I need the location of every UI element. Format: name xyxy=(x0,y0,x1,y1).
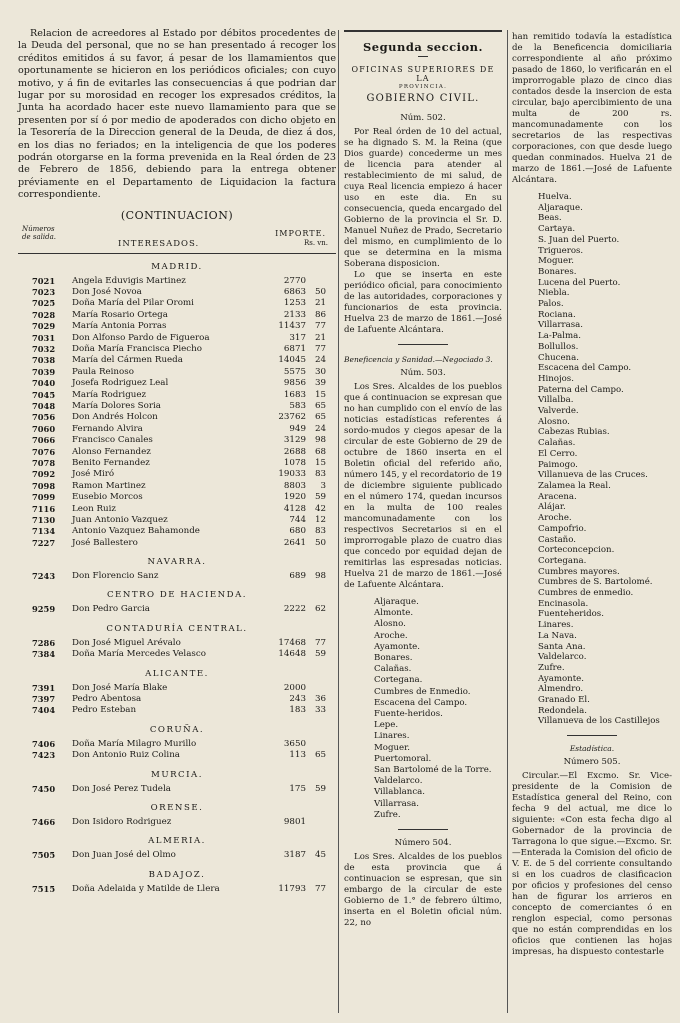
town-item: Cortegana. xyxy=(538,555,587,566)
amount-reales: 1253 xyxy=(283,298,306,309)
amount-cents: 65 xyxy=(314,400,326,411)
creditor-name: Don José Novoa xyxy=(72,287,142,298)
table-row xyxy=(18,638,336,649)
town-item: Escacena del Campo. xyxy=(374,697,468,708)
town-item: Moguer. xyxy=(538,256,574,267)
town-item: Alájar. xyxy=(538,502,566,513)
town-item: Calañas. xyxy=(538,438,576,449)
divider xyxy=(398,829,448,830)
town-item: Corteconcepcion. xyxy=(538,545,615,556)
town-item: Redondela. xyxy=(538,705,587,716)
exit-number: 7384 xyxy=(32,649,56,660)
amount-cents: 77 xyxy=(314,637,326,648)
province-heading: ALMERIA. xyxy=(148,836,206,847)
creditor-name: Doña Adelaida y Matilde de Llera xyxy=(72,883,220,894)
table-row xyxy=(18,538,336,549)
creditor-name: Angela Eduvigis Martinez xyxy=(72,275,186,286)
exit-number: 7032 xyxy=(32,344,56,355)
province-heading: NAVARRA. xyxy=(147,557,207,568)
creditor-name: José Ballestero xyxy=(72,537,138,548)
notice-502: Por Real órden de 10 del actual, se ha dignado S. M. la Reina (que Dios guarde) concederme un mes de licencia para atender al restablecimiento de mi salud, de cuya Real licencia empiezo á hacer uso en este dia. En su consecuencia, queda encargado del Gobierno de la provincia el Sr. D. Manuel Nuñez de Prado, Secretario del mismo, en cumplimiento de lo que se determina en la misma Soberana disposicion. xyxy=(344,127,502,269)
amount-reales: 19033 xyxy=(278,469,306,480)
table-row xyxy=(18,784,336,795)
exit-number: 7028 xyxy=(32,309,56,320)
creditor-name: María del Cármen Rueda xyxy=(72,355,183,366)
amount-cents: 77 xyxy=(314,321,326,332)
town-item: Ayamonte. xyxy=(538,673,584,684)
creditor-name: Alonso Fernandez xyxy=(72,446,151,457)
amount-reales: 6871 xyxy=(283,344,306,355)
town-item: Ayamonte. xyxy=(374,641,420,652)
number-504: Número 504. xyxy=(394,838,452,849)
divider xyxy=(398,344,448,345)
creditor-name: Paula Reinoso xyxy=(72,366,134,377)
province-heading: CORUÑA. xyxy=(149,724,205,735)
intro-paragraph: Relacion de acreedores al Estado por débitos procedentes de la Deuda del personal, que no se han presentado á recoger los créditos emitidos á su favor, á pesar de los llamamientos que oportunamente se hicieron en los periódicos oficiales; con cuyo motivo, y á fin de evitarles las consecuencias á que podrian dar lugar por su morosidad en recoger los expresados créditos, la Junta ha acordado hacer este nuevo llamamiento para que se presenten por sí ó por medio de apoderados con dicho objeto en la Tesorería de la Direccion general de la Deuda, de diez á dos, en los dias no feriados; en la inteligencia de que los poderes podrán otorgarse en la forma prevenida en la Real órden de 23 de Febrero de 1856, debiendo para la entrega obtener préviamente en el Departamento de Liquidacion la factura correspondiente. xyxy=(18,28,336,201)
table-row xyxy=(18,276,336,287)
exit-number: 7423 xyxy=(32,750,56,761)
town-item: Huelva. xyxy=(538,192,572,202)
divider xyxy=(567,735,617,736)
town-item: Zufre. xyxy=(538,662,565,673)
town-item: Lucena del Puerto. xyxy=(538,277,621,288)
amount-reales: 8803 xyxy=(283,480,306,491)
creditor-name: Leon Ruiz xyxy=(72,503,116,514)
creditor-name: María Rosario Ortega xyxy=(72,309,168,320)
town-item: Hinojos. xyxy=(538,373,574,384)
town-item: Rociana. xyxy=(538,309,576,320)
exit-number: 7134 xyxy=(32,526,56,537)
table-row xyxy=(18,287,336,298)
amount-reales: 2222 xyxy=(283,604,306,615)
town-item: Alosno. xyxy=(374,619,406,630)
amount-cents: 77 xyxy=(314,344,326,355)
town-item: Fuente-heridos. xyxy=(374,709,443,720)
town-item: Chucena. xyxy=(538,352,579,363)
exit-number: 7023 xyxy=(32,287,56,298)
creditor-name: Pedro Abentosa xyxy=(72,694,142,705)
amount-reales: 583 xyxy=(289,400,306,411)
amount-reales: 14045 xyxy=(278,355,306,366)
continued-column xyxy=(512,32,672,958)
table-header xyxy=(18,225,336,251)
exit-number: 7243 xyxy=(32,571,56,582)
amount-cents: 65 xyxy=(314,412,326,423)
town-item: Puertomoral. xyxy=(374,753,432,764)
table-row xyxy=(18,705,336,716)
creditor-name: Don José Miguel Arévalo xyxy=(72,637,181,648)
exit-number: 7466 xyxy=(32,816,56,827)
table-row xyxy=(18,504,336,515)
exit-number: 7048 xyxy=(32,400,56,411)
amount-cents: 50 xyxy=(314,287,326,298)
amount-cents: 98 xyxy=(314,435,326,446)
town-item: Calañas. xyxy=(374,664,412,675)
creditor-name: María Dolores Soria xyxy=(72,400,161,411)
creditor-name: Francisco Canales xyxy=(72,435,153,446)
amount-cents: 24 xyxy=(314,423,326,434)
creditor-name: Doña María Mercedes Velasco xyxy=(72,649,206,660)
town-item: Villarrasa. xyxy=(538,320,584,331)
exit-number: 7060 xyxy=(32,423,56,434)
town-item: Cabezas Rubias. xyxy=(538,427,610,438)
town-item: Bonares. xyxy=(538,266,577,277)
exit-number: 7099 xyxy=(32,492,56,503)
amount-reales: 949 xyxy=(289,423,306,434)
table-row xyxy=(18,469,336,480)
number-505: Número 505. xyxy=(563,757,621,768)
notice-504-continued: han remitido todavía la estadística de la Beneficencia domiciliaria correspondiente al año próximo pasado de 1860, lo verificarán en el improrrogable plazo de cinco dias contados desde la insercion de esta circular, bajo apercibimiento de una multa de 200 rs. mancomunadamente con los secretarios de las respectivas corporaciones, con que desde luego quedan conminados. Huelva 21 de marzo de 1861.—José de Lafuente Alcántara. xyxy=(512,32,672,185)
amount-reales: 680 xyxy=(289,526,306,537)
creditor-name: Don Alfonso Pardo de Figueroa xyxy=(72,332,210,343)
table-row xyxy=(18,850,336,861)
amount-reales: 4128 xyxy=(283,503,306,514)
table-row xyxy=(18,412,336,423)
short-rule xyxy=(418,56,428,57)
amount-reales: 3187 xyxy=(283,850,306,861)
exit-number: 7227 xyxy=(32,537,56,548)
exit-number: 7056 xyxy=(32,412,56,423)
numbers-label: Números de salida. xyxy=(22,224,56,241)
town-item: Zalamea la Real. xyxy=(538,480,611,491)
exit-number: 7450 xyxy=(32,783,56,794)
town-item: Lepe. xyxy=(374,720,399,731)
table-row xyxy=(18,604,336,615)
creditor-table xyxy=(18,262,336,895)
town-item: Valverde. xyxy=(538,406,579,417)
table-row xyxy=(18,649,336,660)
amount-cents: 68 xyxy=(314,446,326,457)
table-row xyxy=(18,683,336,694)
town-item: Bonares. xyxy=(374,653,413,664)
table-row xyxy=(18,321,336,332)
estadistica-label: Estadística. xyxy=(569,744,615,754)
creditor-name: Don Andrés Holcon xyxy=(72,412,158,423)
amount-reales: 23762 xyxy=(278,412,306,423)
creditor-name: María Antonia Porras xyxy=(72,321,167,332)
gobierno-heading: GOBIERNO CIVIL. xyxy=(366,93,480,104)
town-item: Trigueros. xyxy=(538,245,584,256)
town-list-504 xyxy=(512,192,672,727)
creditor-name: Don Isidoro Rodriguez xyxy=(72,816,172,827)
amount-reales: 2000 xyxy=(283,682,306,693)
amount-cents: 98 xyxy=(314,571,326,582)
exit-number: 7031 xyxy=(32,332,56,343)
amount-cents: 83 xyxy=(314,469,326,480)
table-row xyxy=(18,739,336,750)
town-item: Almonte. xyxy=(374,608,414,619)
creditor-name: Don Florencio Sanz xyxy=(72,571,159,582)
table-row xyxy=(18,884,336,895)
table-row xyxy=(18,378,336,389)
table-row xyxy=(18,694,336,705)
town-item: Aracena. xyxy=(538,491,577,502)
province-heading: ALICANTE. xyxy=(145,668,209,679)
table-row xyxy=(18,515,336,526)
town-item: Aroche. xyxy=(374,630,408,641)
table-row xyxy=(18,571,336,582)
town-item: Aljaraque. xyxy=(538,202,583,213)
provincia-heading: PROVINCIA. xyxy=(398,84,448,90)
creditor-name: Fernando Alvira xyxy=(72,423,143,434)
province-heading: ORENSE. xyxy=(150,802,204,813)
town-item: Campofrio. xyxy=(538,523,587,534)
table-row xyxy=(18,458,336,469)
town-item: Valdelarco. xyxy=(374,776,423,787)
creditor-name: Doña María del Pilar Oromi xyxy=(72,298,194,309)
exit-number: 7021 xyxy=(32,275,56,286)
town-item: Moguer. xyxy=(374,742,410,753)
amount-reales: 2133 xyxy=(283,309,306,320)
notice-504: Los Sres. Alcaldes de los pueblos de esta provincia que á continuacion se espresan, que sin embargo de la circular de este Gobierno de 1.° de febrero último, inserta en el Boletin oficial núm. 22, no xyxy=(344,852,502,929)
creditor-name: Antonio Vazquez Bahamonde xyxy=(72,526,200,537)
exit-number: 7404 xyxy=(32,705,56,716)
province-heading: MADRID. xyxy=(151,261,203,272)
amount-cents: 12 xyxy=(314,514,326,525)
amount-reales: 11793 xyxy=(278,883,306,894)
table-row xyxy=(18,447,336,458)
creditor-name: Eusebio Morcos xyxy=(72,492,143,503)
table-row xyxy=(18,333,336,344)
creditor-name: José Miró xyxy=(72,469,115,480)
amount-cents: 36 xyxy=(314,694,326,705)
amount-reales: 243 xyxy=(289,694,306,705)
header-rule xyxy=(18,253,336,254)
section-heading: Segunda seccion. xyxy=(362,40,484,54)
creditor-name: Benito Fernandez xyxy=(72,457,150,468)
creditor-name: Ramon Martinez xyxy=(72,480,146,491)
town-item: Fuenteheridos. xyxy=(538,609,604,620)
amount-reales: 175 xyxy=(289,783,306,794)
town-item: Granado El. xyxy=(538,695,590,706)
table-row xyxy=(18,310,336,321)
town-item: Villablanca. xyxy=(374,787,426,798)
exit-number: 7066 xyxy=(32,435,56,446)
amount-reales: 3129 xyxy=(283,435,306,446)
town-item: Villalba. xyxy=(538,395,574,406)
town-item: Aroche. xyxy=(538,513,572,524)
exit-number: 7391 xyxy=(32,682,56,693)
town-item: Cartaya. xyxy=(538,224,576,235)
table-row xyxy=(18,298,336,309)
amount-cents: 21 xyxy=(314,298,326,309)
amount-cents: 42 xyxy=(314,503,326,514)
amount-reales: 9856 xyxy=(283,378,306,389)
number-502: Núm. 502. xyxy=(400,113,446,123)
town-item: Valdelarco. xyxy=(538,652,587,663)
creditor-name: Doña María Milagro Murillo xyxy=(72,738,197,749)
town-item: Niebla. xyxy=(538,288,570,299)
creditor-name: María Rodriguez xyxy=(72,389,147,400)
official-column xyxy=(344,28,502,929)
amount-reales: 2688 xyxy=(283,446,306,457)
exit-number: 7406 xyxy=(32,738,56,749)
exit-number: 7029 xyxy=(32,321,56,332)
amount-reales: 9801 xyxy=(283,816,306,827)
amount-reales: 2770 xyxy=(283,275,306,286)
amount-reales: 14648 xyxy=(278,649,306,660)
town-item: Zufre. xyxy=(374,809,401,820)
table-row xyxy=(18,424,336,435)
table-row xyxy=(18,492,336,503)
amount-cents: 33 xyxy=(314,705,326,716)
currency-label: Rs. vn. xyxy=(303,238,328,247)
amount-reales: 6863 xyxy=(283,287,306,298)
amount-cents: 15 xyxy=(314,389,326,400)
table-row xyxy=(18,435,336,446)
town-item: Linares. xyxy=(374,731,410,742)
amount-cents: 77 xyxy=(314,883,326,894)
town-item: Encinasola. xyxy=(538,598,589,609)
creditor-name: Don José María Blake xyxy=(72,682,168,693)
amount-cents: 21 xyxy=(314,332,326,343)
town-item: La Nava. xyxy=(538,630,577,641)
town-item: Paimogo. xyxy=(538,459,578,470)
creditors-column xyxy=(18,28,336,895)
town-item: La-Palma. xyxy=(538,331,582,342)
top-rule xyxy=(344,30,502,32)
exit-number: 7116 xyxy=(32,503,56,514)
oficinas-heading: OFICINAS SUPERIORES DE LA xyxy=(351,65,495,83)
amount-cents: 30 xyxy=(314,366,326,377)
amount-label: IMPORTE. xyxy=(275,228,326,238)
town-item: San Bartolomé de la Torre. xyxy=(374,765,492,776)
amount-reales: 744 xyxy=(289,514,306,525)
table-row xyxy=(18,817,336,828)
town-item: Alosno. xyxy=(538,416,570,427)
table-row xyxy=(18,750,336,761)
town-item: Bollullos. xyxy=(538,341,579,352)
number-503: Núm. 503. xyxy=(400,368,446,378)
town-item: Villarrasa. xyxy=(374,798,420,809)
exit-number: 7039 xyxy=(32,366,56,377)
town-item: Santa Ana. xyxy=(538,641,586,652)
amount-cents: 50 xyxy=(314,537,326,548)
amount-cents: 62 xyxy=(314,604,326,615)
amount-cents: 65 xyxy=(314,750,326,761)
town-item: Aljaraque. xyxy=(374,597,419,607)
town-item: Escacena del Campo. xyxy=(538,363,632,374)
town-item: Villanueva de las Cruces. xyxy=(538,470,648,481)
creditor-name: Josefa Rodriguez Leal xyxy=(72,378,169,389)
town-list-503 xyxy=(344,597,502,821)
amount-reales: 317 xyxy=(289,332,306,343)
amount-cents: 86 xyxy=(314,309,326,320)
province-heading: CONTADURÍA CENTRAL. xyxy=(106,623,248,634)
creditor-name: Don Pedro Garcia xyxy=(72,604,150,615)
province-heading: BADAJOZ. xyxy=(148,869,206,880)
amount-reales: 1920 xyxy=(283,492,306,503)
interested-label: INTERESADOS. xyxy=(118,238,200,249)
creditor-name: Don Antonio Ruiz Colina xyxy=(72,750,180,761)
town-item: Cumbres mayores. xyxy=(538,566,620,577)
circular-505: Circular.—El Excmo. Sr. Vice-presidente de la Comision de Estadística general del Reino, con fecha 9 del actual, me dice lo siguiente: «Con esta fecha digo al Gobernador de la provincia de Tarragona lo que sigue.—Excmo. Sr.—Enterada la Comision del oficio de V. E. de 5 del corriente consultando si en los cuadros de clasificacion por oficios y profesiones del censo han de figurar los arrieros en concepto de comerciantes ó en renglon especial, como personas que no están comprendidas en los oficios que contienen las hojas impresas, ha dispuesto contestarle xyxy=(512,771,672,958)
amount-reales: 11437 xyxy=(278,321,306,332)
table-row xyxy=(18,355,336,366)
town-item: Cumbres de enmedio. xyxy=(538,588,634,599)
column-divider xyxy=(338,30,339,1013)
amount-reales: 113 xyxy=(289,750,306,761)
exit-number: 7286 xyxy=(32,637,56,648)
creditor-name: Pedro Esteban xyxy=(72,705,137,716)
amount-reales: 17468 xyxy=(278,637,306,648)
exit-number: 7515 xyxy=(32,883,56,894)
table-row xyxy=(18,344,336,355)
amount-cents: 59 xyxy=(314,783,326,794)
exit-number: 7397 xyxy=(32,694,56,705)
table-row xyxy=(18,401,336,412)
creditor-name: Doña María Francisca Piecho xyxy=(72,344,202,355)
column-divider xyxy=(507,30,508,1013)
amount-cents: 59 xyxy=(314,492,326,503)
town-item: Cumbres de Enmedio. xyxy=(374,686,471,697)
town-item: Cumbres de S. Bartolomé. xyxy=(538,577,653,588)
table-row xyxy=(18,481,336,492)
notice-502-insert: Lo que se inserta en este periódico oficial, para conocimiento de las autoridades, corporaciones y funcionarios de esta provincia. Huelva 23 de marzo de 1861.—José de Lafuente Alcántara. xyxy=(344,270,502,335)
amount-reales: 5575 xyxy=(283,366,306,377)
amount-reales: 1683 xyxy=(283,389,306,400)
town-item: Palos. xyxy=(538,299,564,310)
exit-number: 7040 xyxy=(32,378,56,389)
exit-number: 7045 xyxy=(32,389,56,400)
town-item: Castaño. xyxy=(538,534,576,545)
amount-reales: 3650 xyxy=(283,738,306,749)
town-item: Beas. xyxy=(538,213,562,224)
exit-number: 7078 xyxy=(32,457,56,468)
amount-cents: 15 xyxy=(314,457,326,468)
creditor-name: Don Juan José del Olmo xyxy=(72,850,176,861)
town-item: Villanueva de los Castillejos xyxy=(538,716,660,727)
continuation-title: (CONTINUACION) xyxy=(120,208,234,222)
exit-number: 7098 xyxy=(32,480,56,491)
creditor-name: Don José Perez Tudela xyxy=(72,783,171,794)
table-row xyxy=(18,526,336,537)
amount-reales: 2641 xyxy=(283,537,306,548)
amount-cents: 24 xyxy=(314,355,326,366)
exit-number: 7092 xyxy=(32,469,56,480)
amount-reales: 183 xyxy=(289,705,306,716)
exit-number: 7038 xyxy=(32,355,56,366)
town-item: Almendro. xyxy=(538,684,584,695)
table-row xyxy=(18,367,336,378)
province-heading: CENTRO DE HACIENDA. xyxy=(106,590,248,601)
town-item: Linares. xyxy=(538,620,574,631)
notice-503: Los Sres. Alcaldes de los pueblos que á continuacion se expresan que no han cumplido con el envío de las noticias estadísticas referentes á sordo-mudos y ciegos apesar de la circular de este Gobierno de 29 de octubre de 1860 inserta en el Boletin oficial del referido año, número 145, y el recordatorio de 19 de diciembre siguiente publicado en el número 174, quedan incursos en la multa de 100 reales mancomunadamente con los respectivos Secretarios si en el improrrogable plazo de cuatro dias que concedo por equidad dejan de remitirlas las espresadas noticias. Huelva 21 de marzo de 1861.—José de Lafuente Alcántara. xyxy=(344,382,502,590)
town-item: Paterna del Campo. xyxy=(538,384,624,395)
town-item: El Cerro. xyxy=(538,448,578,459)
exit-number: 7025 xyxy=(32,298,56,309)
amount-cents: 39 xyxy=(314,378,326,389)
amount-cents: 45 xyxy=(314,850,326,861)
exit-number: 7130 xyxy=(32,514,56,525)
amount-cents: 83 xyxy=(314,526,326,537)
amount-cents: 3 xyxy=(320,480,326,491)
creditor-name: Juan Antonio Vazquez xyxy=(72,514,168,525)
beneficencia-label: Beneficencia y Sanidad.—Negociado 3. xyxy=(344,355,493,364)
amount-reales: 689 xyxy=(289,571,306,582)
exit-number: 7076 xyxy=(32,446,56,457)
province-heading: MURCIA. xyxy=(151,769,203,780)
town-item: S. Juan del Puerto. xyxy=(538,234,620,245)
exit-number: 7505 xyxy=(32,850,56,861)
amount-reales: 1078 xyxy=(283,457,306,468)
amount-cents: 59 xyxy=(314,649,326,660)
exit-number: 9259 xyxy=(32,604,56,615)
town-item: Cortegana. xyxy=(374,675,423,686)
table-row xyxy=(18,390,336,401)
